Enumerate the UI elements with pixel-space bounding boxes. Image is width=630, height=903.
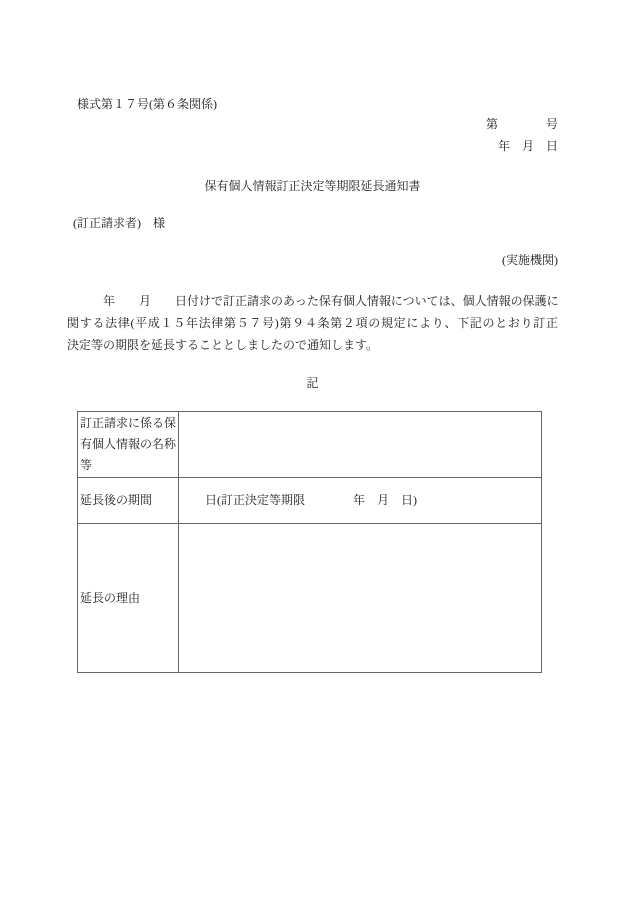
row-label-reason: 延長の理由 (78, 524, 179, 673)
row-value-name (179, 412, 542, 478)
ki-heading: 記 (306, 376, 319, 390)
issuer-label: (実施機関) (502, 253, 558, 267)
row-label-period: 延長後の期間 (78, 478, 179, 524)
table-row-reason (78, 524, 542, 673)
row-value-reason (179, 524, 542, 673)
row-value-period: 日(訂正決定等期限 年 月 日) (179, 478, 542, 524)
page-title: 保有個人情報訂正決定等期限延長通知書 (204, 179, 421, 193)
doc-number: 第 号 (485, 117, 558, 131)
notice-table (77, 411, 542, 673)
form-number-label: 様式第１７号(第６条関係) (77, 97, 217, 111)
body-line-1: 年 月 日付けで訂正請求のあった保有個人情報については、個人情報の保護に (67, 294, 559, 308)
row-label-name: 訂正請求に係る保有個人情報の名称等 (78, 412, 179, 478)
body-line-3: 決定等の期限を延長することとしましたので通知します。 (67, 338, 379, 352)
table-row-name (78, 412, 542, 478)
addressee-label: (訂正請求者) 様 (73, 216, 165, 230)
body-paragraph (67, 290, 558, 356)
body-line-2: 関する法律(平成１５年法律第５７号)第９４条第２項の規定により、下記のとおり訂正 (67, 316, 558, 330)
table-row-period (78, 478, 542, 524)
doc-date: 年 月 日 (497, 139, 558, 153)
